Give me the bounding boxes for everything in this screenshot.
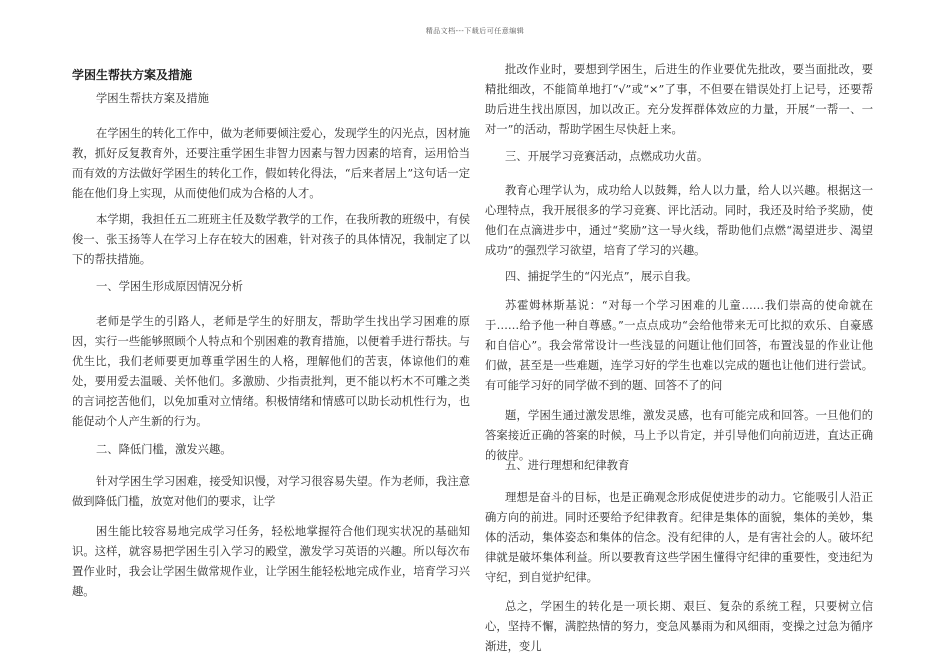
paragraph-section-1: 老师是学生的引路人，老师是学生的好朋友，帮助学生找出学习困难的原因，实行一些能够照顾个人特点和个别困难的教育措施，以便着手进行帮扶。与优生比，我们老师要更加尊重学困生的人格，理解他们的苦衷，体谅他们的难处，要用爱去温暖、关怀他们。多激励、少指责批判，更不能以朽木不可雕之类的言词挖苦他们，以免加重对立情绪。积极情绪和情感可以助长动机性行为，也能促动个人产生新的行为。 <box>72 315 470 428</box>
heading-section-2: 二、降低门槛，激发兴趣。 <box>96 443 232 456</box>
heading-section-4: 四、捕捉学生的“闪光点”，展示自我。 <box>505 270 698 283</box>
paragraph-intro: 在学困生的转化工作中，做为老师要倾注爱心，发现学生的闪光点，因材施教，抓好反复教育外，还要注重学困生非智力因素与智力因素的培育，运用恰当而有效的方法做好学困生的转化工作，假如转化得法，“后来者居上”这句话一定能在他们身上实现，从而使他们成为合格的人才。 <box>72 127 470 200</box>
heading-section-3: 三、开展学习竞赛活动，点燃成功火苗。 <box>505 150 709 163</box>
page-header: 精品文档---下载后可任意编辑 <box>425 27 525 35</box>
subtitle: 学困生帮扶方案及措施 <box>96 92 209 105</box>
paragraph-section-3: 教育心理学认为，成功给人以鼓舞，给人以力量，给人以兴趣。根据这一心理特点，我开展很多的学习竞赛、评比活动。同时，我还及时给予奖励，使他们在点滴进步中，通过“奖励”这一导火线，帮助他们点燃“渴望进步、渴望成功”的强烈学习欲望，培育了学习的兴趣。 <box>485 184 873 257</box>
paragraph-conclusion: 总之，学困生的转化是一项长期、艰巨、复杂的系统工程，只要树立信心，坚持不懈，满腔热情的努力，变急风暴雨为和风细雨，变操之过急为循序渐进，变儿 <box>485 600 873 653</box>
paragraph-section-2b: 困生能比较容易地完成学习任务，轻松地掌握符合他们现实状况的基础知识。这样，就容易把学困生引入学习的殿堂，激发学习英语的兴趣。所以每次布置作业时，我会让学困生做常规作业，让学困生能轻松地完成作业，培育学习兴趣。 <box>72 525 470 598</box>
paragraph-homework: 批改作业时，要想到学困生，后进生的作业要优先批改，要当面批改，要精批细改，不能简单地打“√”或“×”了事，不但要在错误处打上记号，还要帮助后进生找出原因，加以改正。充分发挥群体效应的力量，开展“一帮一、一对一”的活动，帮助学困生尽快赶上来。 <box>485 63 873 136</box>
heading-section-5: 五、进行理想和纪律教育 <box>505 459 630 472</box>
paragraph-section-4a: 苏霍姆林斯基说：“对每一个学习困难的儿童……我们崇高的使命就在于……给予他一种自尊感。”一点点成功“会给他带来无可比拟的欢乐、自豪感和自信心”。我会常常设计一些浅显的问题让他们回答，布置浅显的作业让他们做，甚至是一些难题，连学习好的学生也难以完成的题也让他们进行尝试。有可能学习好的同学做不到的题、回答不了的问 <box>485 299 873 392</box>
paragraph-section-4b: 题，学困生通过激发思维，激发灵感，也有可能完成和回答。一旦他们的答案接近正确的答案的时候，马上予以肯定，并引导他们向前迈进，直达正确的彼岸。 <box>485 409 873 462</box>
heading-section-1: 一、学困生形成原因情况分析 <box>96 280 243 293</box>
paragraph-section-2a: 针对学困生学习困难，接受知识慢，对学习很容易失望。作为老师，我注意做到降低门槛，放宽对他们的要求，让学 <box>72 475 470 508</box>
paragraph-background: 本学期，我担任五二班班主任及数学教学的工作，在我所教的班级中，有侯俊一、张玉扬等人在学习上存在较大的困难，针对孩子的具体情况，我制定了以下的帮扶措施。 <box>72 213 470 266</box>
paragraph-section-5: 理想是奋斗的目标，也是正确观念形成促使进步的动力。它能吸引人沿正确方向的前进。同时还要给予纪律教育。纪律是集体的面貌，集体的美妙，集体的活动，集体姿态和集体的信念。没有纪律的人，是有害社会的人。破坏纪律就是破坏集体利益。所以要教育这些学困生懂得守纪律的重要性，变违纪为守纪，到自觉护纪律。 <box>485 491 873 584</box>
document-title: 学困生帮扶方案及措施 <box>72 68 193 82</box>
